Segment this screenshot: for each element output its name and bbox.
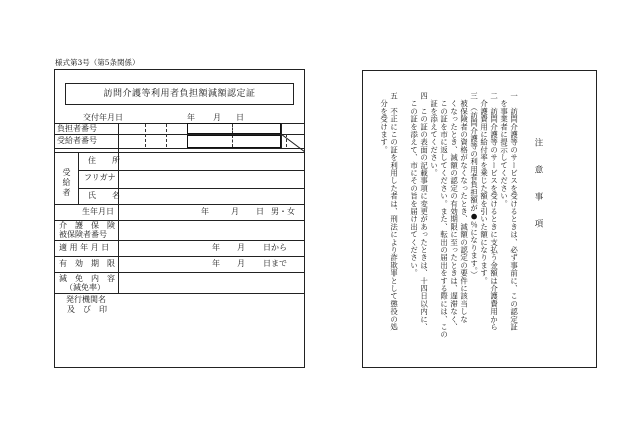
payer-number-label: 負担者番号: [57, 124, 97, 133]
insurance-label-2: 被保険者番号: [59, 230, 107, 239]
row-divider: [54, 148, 305, 149]
applicable-month: 月: [237, 243, 245, 252]
row-divider: [54, 256, 305, 257]
note-line: 証を添えてください。: [429, 92, 439, 177]
note-line: くなったとき、減額の認定の有効期限に至ったときは、遅滞なく、: [449, 92, 459, 331]
insurance-label-1: 介 護 保 険: [59, 221, 115, 230]
applicable-from: 日から: [263, 243, 287, 252]
column-divider: [281, 123, 282, 134]
validity-label: 有 効 期 限: [59, 259, 115, 268]
birth-year: 年: [201, 207, 209, 216]
birth-month: 月: [231, 207, 239, 216]
certificate-title: 訪問介護等利用者負担額減額認定証: [103, 89, 256, 99]
digit-separator: [145, 124, 146, 147]
title-box: [65, 83, 294, 105]
note-line: この証を市に返してください。また、転出の届出をする際には、この: [439, 92, 449, 339]
gender-options: 男・女: [271, 207, 295, 216]
birthdate-label: 生年月日: [82, 207, 114, 216]
issue-date-year: 年: [187, 113, 195, 122]
column-divider: [118, 123, 119, 293]
note-line: 三 （訪問介護等の利用者負担額が●％になります。）: [469, 92, 479, 279]
row-divider: [54, 240, 305, 241]
corner-diagonal: [281, 134, 305, 152]
digit-separator: [166, 124, 167, 147]
row-divider: [54, 204, 305, 205]
issue-date-month: 月: [213, 113, 221, 122]
recipient-number-label: 受給者番号: [57, 136, 97, 145]
column-divider: [78, 152, 79, 204]
row-divider: [78, 170, 305, 171]
note-line: 五 不正にこの証を利用した者は、刑法により詐欺罪として懲役の処: [389, 92, 399, 331]
note-line: 被保険者の資格がなくなったとき、減額の認定の要件に該当しな: [459, 92, 469, 323]
applicable-year: 年: [212, 243, 220, 252]
note-line: を事業者に提示してください。: [499, 92, 509, 208]
row-divider: [54, 272, 305, 273]
issuer-label-2: 及 び 印: [67, 305, 107, 314]
note-line: 二 訪問介護等のサービスを受けるときに支払う金額は介護費用から: [489, 92, 499, 331]
recipient-number-box: [187, 135, 281, 148]
note-line: 分を受けます。: [379, 92, 389, 154]
row-divider: [54, 293, 305, 294]
validity-year: 年: [212, 259, 220, 268]
recipient-group-label: 受給者: [62, 168, 71, 198]
issuer-label-1: 発行機関名: [66, 295, 106, 304]
validity-until: 日まで: [263, 259, 287, 268]
form-number: 様式第3号（第5条関係）: [55, 58, 140, 67]
validity-month: 月: [237, 259, 245, 268]
note-line: 四 この証の表面の記載事項に変更があったときは、十四日以内に、: [419, 92, 429, 331]
row-divider: [54, 152, 305, 153]
furigana-label: フリガナ: [84, 173, 116, 182]
applicable-date-label: 適 用 年 月 日: [59, 243, 110, 252]
notes-title: 注 意 事 項: [533, 138, 543, 233]
note-line: 介護費用に給付率を乗じた額を引いた額になります。: [479, 92, 489, 285]
payer-number-box: [187, 123, 281, 134]
reduction-label-2: （減免率）: [65, 283, 105, 292]
birth-day: 日: [256, 207, 264, 216]
address-label: 住 所: [88, 156, 120, 165]
reduction-label-1: 減 免 内 容: [59, 274, 115, 283]
note-line: この証を添えて、市にその旨を届け出てください。: [409, 92, 419, 277]
name-label: 氏 名: [88, 191, 120, 200]
issue-date-label: 交付年月日: [83, 113, 123, 122]
note-line: 一 訪問介護等のサービスを受けるときは、必ず事前に、この認定証: [509, 92, 519, 331]
row-divider: [78, 188, 305, 189]
issue-date-day: 日: [236, 113, 244, 122]
